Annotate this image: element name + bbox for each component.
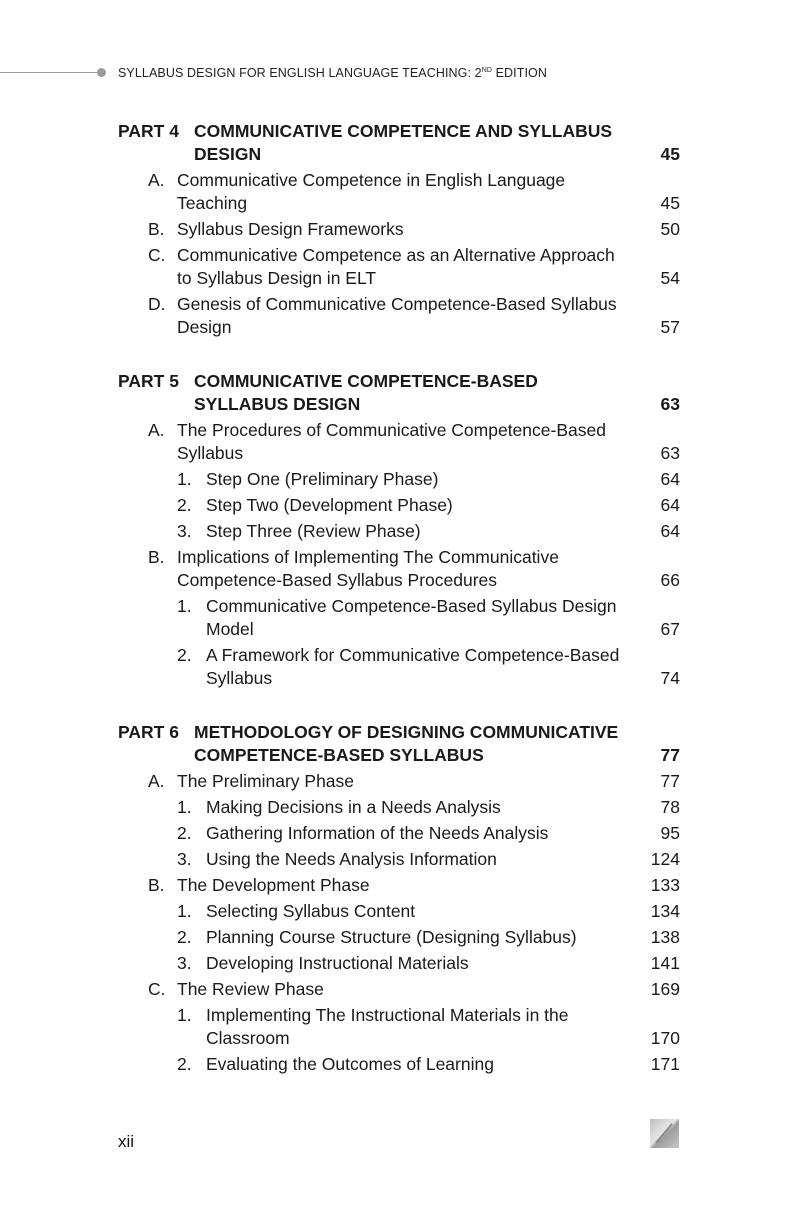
entry-title: Gathering Information of the Needs Analysis xyxy=(206,823,549,843)
book-title-end: EDITION xyxy=(492,66,547,80)
entry-marker: B. xyxy=(148,219,165,239)
part-label: PART 6 xyxy=(118,722,179,742)
entry-marker: 3. xyxy=(177,953,192,973)
entry-title: The Preliminary Phase xyxy=(177,771,355,791)
toc-entry[interactable] xyxy=(118,244,680,290)
running-head xyxy=(0,64,797,84)
toc-subentry[interactable] xyxy=(118,520,680,543)
toc-entry[interactable] xyxy=(118,546,680,592)
toc-part-6 xyxy=(118,721,680,1076)
toc-entry[interactable] xyxy=(118,419,680,465)
entry-title: Implications of Implementing The Communicative Competence-Based Syllabus Procedures xyxy=(177,547,559,590)
entry-title: Making Decisions in a Needs Analysis xyxy=(206,797,501,817)
entry-marker: 3. xyxy=(177,521,192,541)
entry-title: Syllabus Design Frameworks xyxy=(177,219,404,239)
part-heading[interactable] xyxy=(118,120,680,166)
page-number: 138 xyxy=(650,927,680,947)
toc-subentry[interactable] xyxy=(118,900,680,923)
toc-entry[interactable] xyxy=(118,978,680,1001)
page-number: 54 xyxy=(660,268,680,288)
part-title: METHODOLOGY OF DESIGNING COMMUNICATIVE COMPETENCE-BASED SYLLABUS xyxy=(194,722,619,765)
book-title-main: SYLLABUS DESIGN FOR ENGLISH LANGUAGE TEACHING: 2 xyxy=(118,66,482,80)
toc-entry[interactable] xyxy=(118,293,680,339)
page-number: 74 xyxy=(660,668,680,688)
page-number: 78 xyxy=(660,797,680,817)
toc-entry[interactable] xyxy=(118,770,680,793)
toc-part-5 xyxy=(118,370,680,690)
entry-marker: 3. xyxy=(177,849,192,869)
toc-subentry[interactable] xyxy=(118,644,680,690)
entry-marker: 1. xyxy=(177,1005,192,1025)
page-folio: xii xyxy=(118,1132,135,1151)
entry-marker: A. xyxy=(148,771,165,791)
entry-marker: 2. xyxy=(177,495,192,515)
page-number: 77 xyxy=(660,771,680,791)
page-number: 63 xyxy=(660,443,680,463)
entry-marker: 1. xyxy=(177,797,192,817)
page-number: 45 xyxy=(660,193,680,213)
toc-subentry[interactable] xyxy=(118,595,680,641)
table-of-contents xyxy=(118,120,680,1107)
toc-subentry[interactable] xyxy=(118,468,680,491)
page-number: 169 xyxy=(650,979,680,999)
publisher-logo-icon xyxy=(650,1119,679,1148)
toc-subentry[interactable] xyxy=(118,926,680,949)
entry-marker: C. xyxy=(148,979,166,999)
page-number: 141 xyxy=(650,953,680,973)
entry-marker: B. xyxy=(148,547,165,567)
entry-title: Genesis of Communicative Competence-Based Syllabus Design xyxy=(177,294,617,337)
page-number: 63 xyxy=(660,394,680,414)
book-title-superscript: ND xyxy=(481,67,493,74)
entry-title: A Framework for Communicative Competence-Based Syllabus xyxy=(206,645,620,688)
page-number: 64 xyxy=(660,521,680,541)
entry-marker: 1. xyxy=(177,469,192,489)
page-number: 66 xyxy=(660,570,680,590)
entry-marker: 1. xyxy=(177,596,192,616)
toc-entry[interactable] xyxy=(118,218,680,241)
entry-title: The Procedures of Communicative Competence-Based Syllabus xyxy=(177,420,606,463)
part-label: PART 5 xyxy=(118,371,179,391)
page-number: 57 xyxy=(660,317,680,337)
toc-subentry[interactable] xyxy=(118,952,680,975)
part-label: PART 4 xyxy=(118,121,179,141)
entry-title: The Development Phase xyxy=(177,875,370,895)
entry-title: Developing Instructional Materials xyxy=(206,953,469,973)
entry-marker: A. xyxy=(148,170,165,190)
page-number: 45 xyxy=(660,144,680,164)
entry-marker: 2. xyxy=(177,927,192,947)
page-number: 50 xyxy=(660,219,680,239)
entry-title: Communicative Competence in English Language Teaching xyxy=(177,170,566,213)
page-number: 64 xyxy=(660,469,680,489)
page-number: 170 xyxy=(650,1028,680,1048)
entry-marker: A. xyxy=(148,420,165,440)
page-number: 95 xyxy=(660,823,680,843)
entry-title: Step Three (Review Phase) xyxy=(206,521,421,541)
entry-title: Selecting Syllabus Content xyxy=(206,901,416,921)
entry-title: Evaluating the Outcomes of Learning xyxy=(206,1054,494,1074)
entry-title: Communicative Competence as an Alternative Approach to Syllabus Design in ELT xyxy=(177,245,615,288)
part-title: COMMUNICATIVE COMPETENCE-BASED SYLLABUS DESIGN xyxy=(194,371,538,414)
toc-subentry[interactable] xyxy=(118,822,680,845)
entry-title: Using the Needs Analysis Information xyxy=(206,849,497,869)
page-number: 67 xyxy=(660,619,680,639)
toc-part-4 xyxy=(118,120,680,339)
part-heading[interactable] xyxy=(118,370,680,416)
entry-title: Step One (Preliminary Phase) xyxy=(206,469,439,489)
entry-marker: 2. xyxy=(177,823,192,843)
entry-marker: C. xyxy=(148,245,166,265)
page-number: 134 xyxy=(650,901,680,921)
entry-marker: 2. xyxy=(177,1054,192,1074)
entry-marker: 2. xyxy=(177,645,192,665)
toc-subentry[interactable] xyxy=(118,1053,680,1076)
bullet-dot-icon xyxy=(97,68,106,77)
toc-entry[interactable] xyxy=(118,169,680,215)
toc-subentry[interactable] xyxy=(118,848,680,871)
page-number: 133 xyxy=(650,875,680,895)
page-number: 64 xyxy=(660,495,680,515)
toc-subentry[interactable] xyxy=(118,796,680,819)
entry-marker: B. xyxy=(148,875,165,895)
entry-title: Implementing The Instructional Materials in the Classroom xyxy=(206,1005,569,1048)
entry-title: Communicative Competence-Based Syllabus Design Model xyxy=(206,596,617,639)
entry-marker: D. xyxy=(148,294,166,314)
page-number: 171 xyxy=(650,1054,680,1074)
page-number: 77 xyxy=(660,745,680,765)
entry-title: Planning Course Structure (Designing Syllabus) xyxy=(206,927,577,947)
toc-subentry[interactable] xyxy=(118,1004,680,1050)
toc-entry[interactable] xyxy=(118,874,680,897)
entry-title: Step Two (Development Phase) xyxy=(206,495,453,515)
running-head-rule xyxy=(0,72,100,73)
book-title xyxy=(118,66,547,80)
entry-title: The Review Phase xyxy=(177,979,324,999)
part-title: COMMUNICATIVE COMPETENCE AND SYLLABUS DESIGN xyxy=(194,121,613,164)
entry-marker: 1. xyxy=(177,901,192,921)
toc-subentry[interactable] xyxy=(118,494,680,517)
page-number: 124 xyxy=(650,849,680,869)
part-heading[interactable] xyxy=(118,721,680,767)
